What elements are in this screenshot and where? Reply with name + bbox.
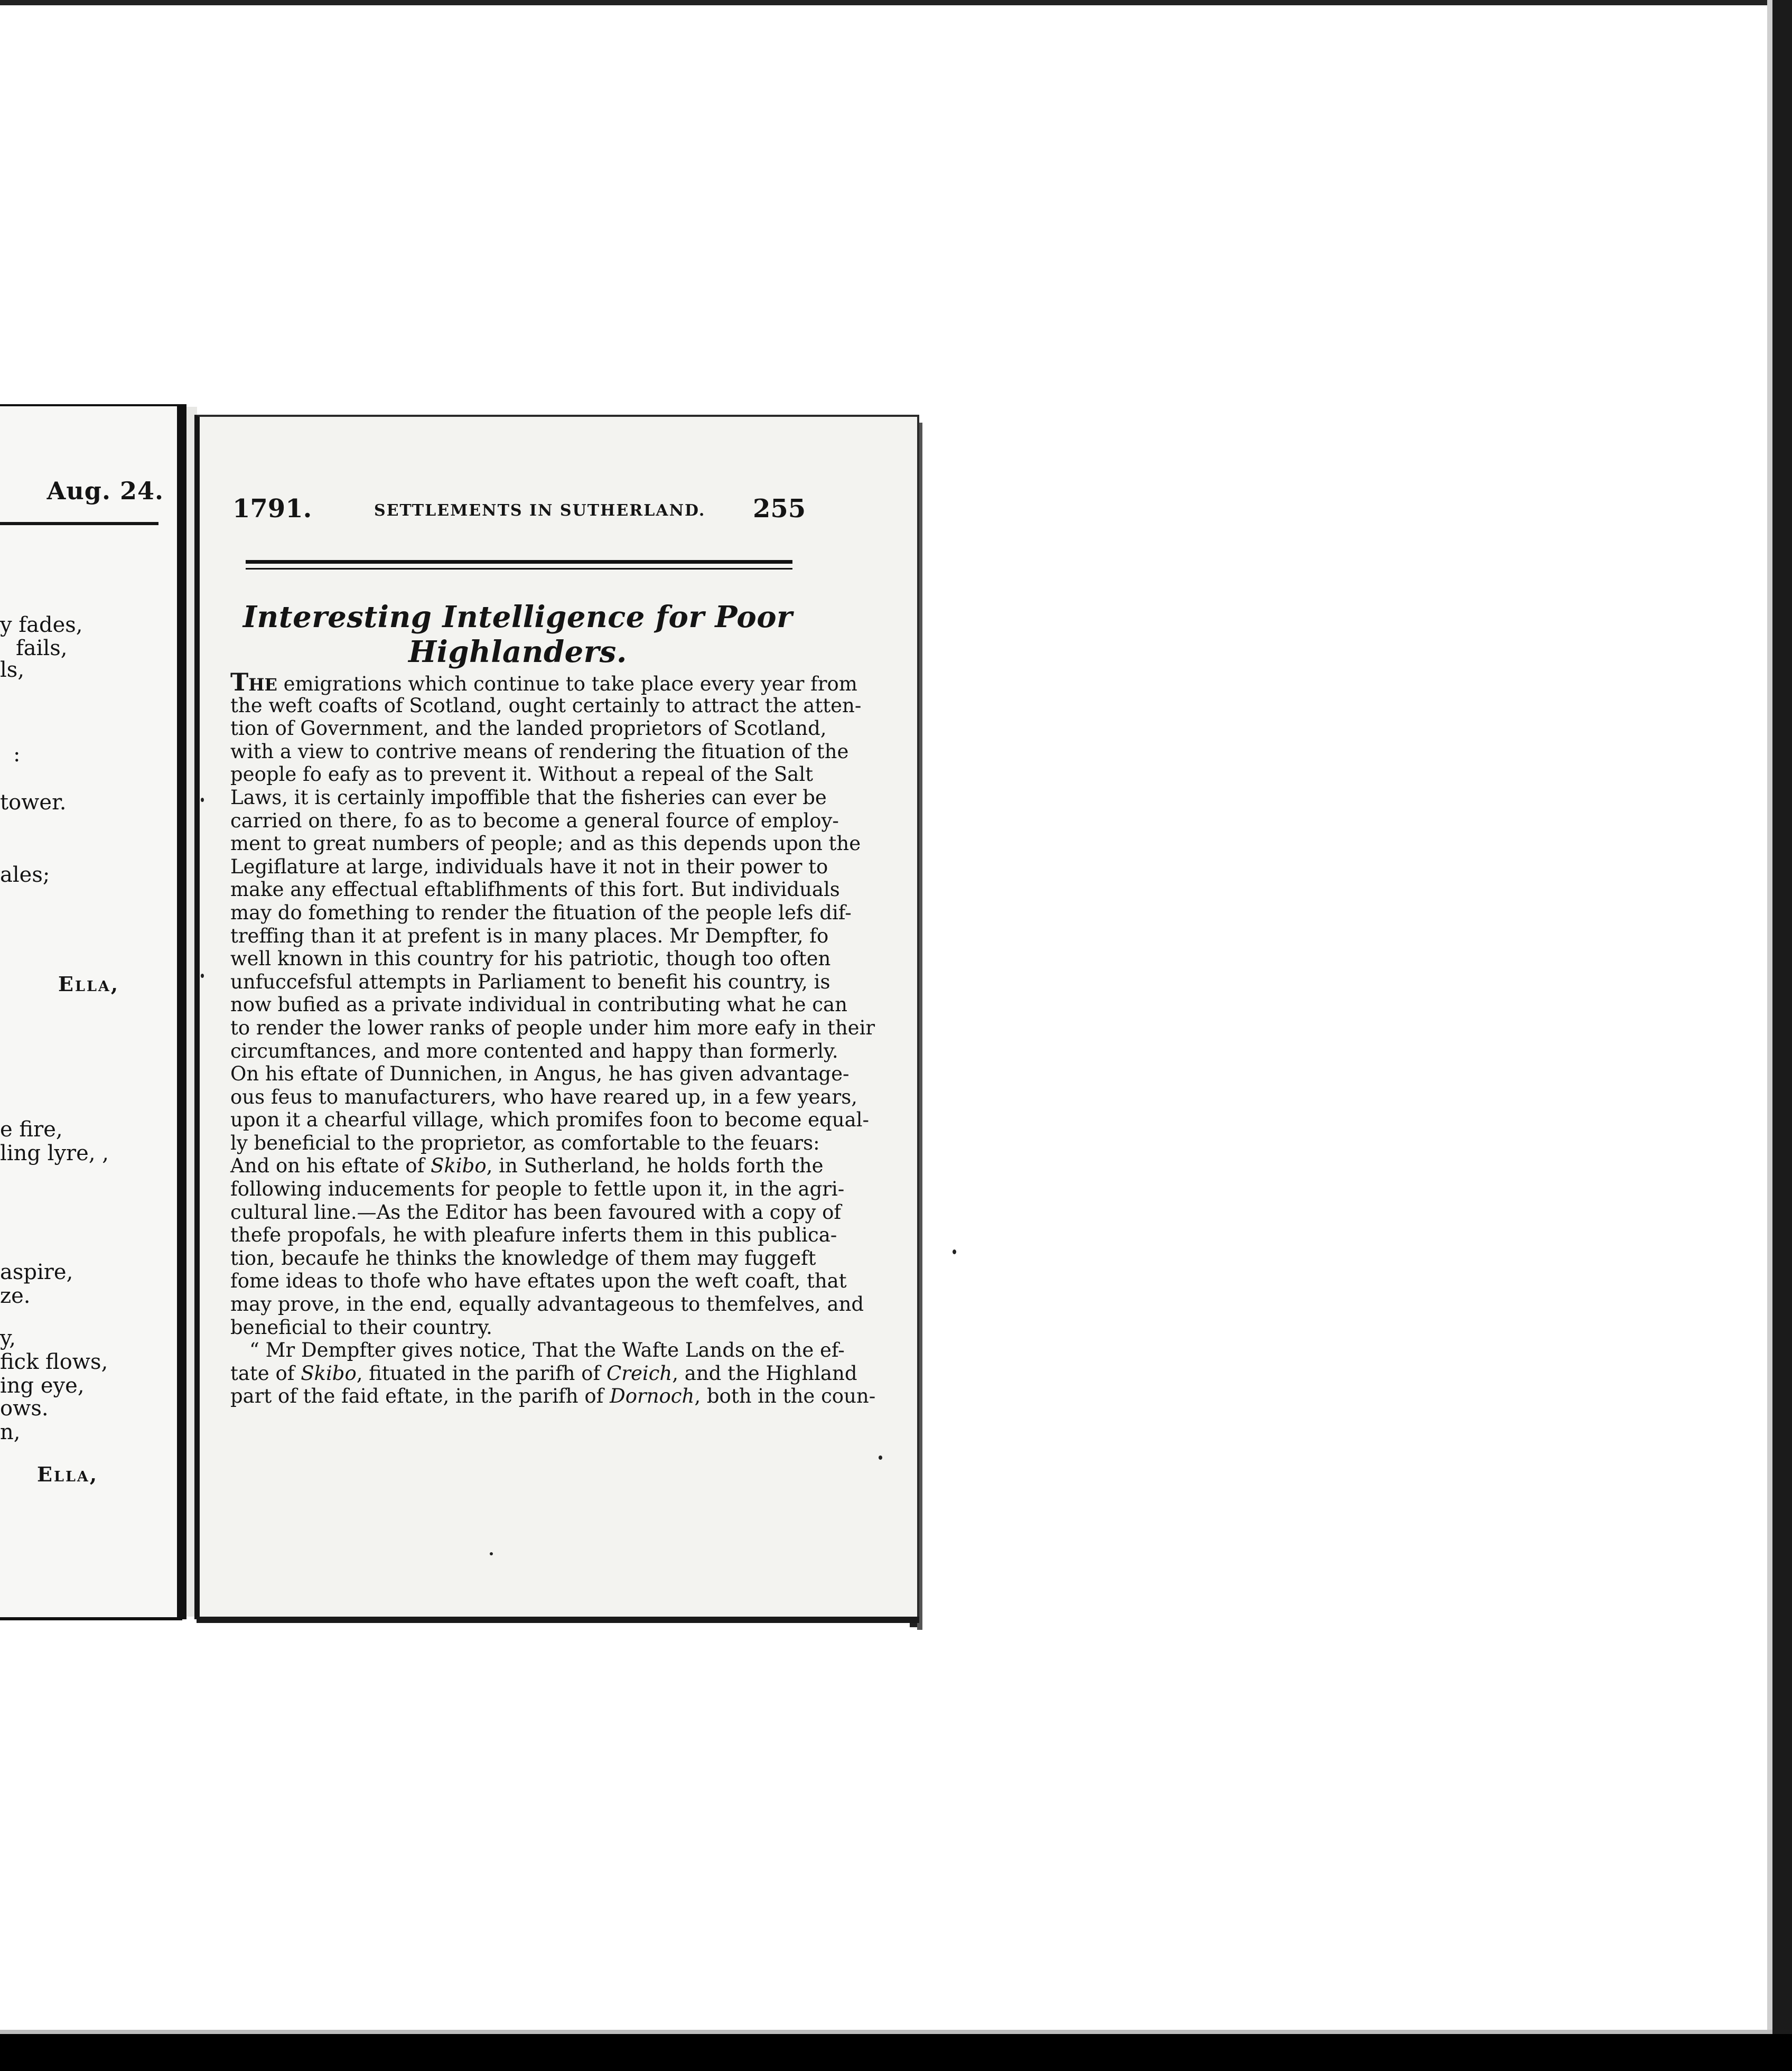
left-page-fold — [177, 404, 186, 1619]
article-line-text: ment to great numbers of people; and as this depends upon the — [230, 832, 861, 855]
left-page-line: y, — [0, 1326, 16, 1350]
header-rule — [246, 560, 792, 564]
left-running-head: Aug. 24. — [46, 477, 164, 505]
article-line-text: part of the faid eftate, in the parifh of Dornoch, both in the coun- — [230, 1385, 876, 1408]
left-page-line: y fades, — [0, 613, 83, 637]
article-line-text: tate of Skibo, fituated in the parifh of Creich, and the Highland — [230, 1361, 857, 1385]
article-line-text: may prove, in the end, equally advantageous to themfelves, and — [230, 1293, 864, 1316]
article-line-text: Laws, it is certainly impoffible that the fisheries can ever be — [230, 786, 827, 809]
article-line — [230, 1200, 842, 1224]
scan-right-edge — [1772, 0, 1792, 2071]
scan-top-edge — [0, 0, 1792, 5]
article-line — [230, 1131, 820, 1155]
article-line — [230, 901, 852, 925]
article-line-text: with a view to contrive means of rendering the fituation of the — [230, 740, 849, 763]
left-page-line: aspire, — [0, 1260, 73, 1284]
article-line-text: ly beneficial to the proprietor, as comfortable to the feuars: — [230, 1131, 820, 1154]
article-line — [230, 1270, 847, 1293]
article-line-text: tion of Government, and the landed proprietors of Scotland, — [230, 717, 827, 740]
scan-speck — [201, 798, 204, 802]
left-page-line: fick flows, — [0, 1350, 108, 1374]
left-head-rule — [0, 522, 158, 525]
article-line — [230, 694, 862, 717]
left-page-line: ales; — [0, 863, 50, 887]
running-head-title: SETTLEMENTS IN SUTHERLAND. — [374, 501, 706, 520]
running-head — [232, 494, 806, 526]
article-line — [230, 1016, 875, 1040]
article-line — [230, 1316, 790, 1339]
left-page-line: fails, — [16, 636, 68, 660]
left-page-line: ows. — [0, 1396, 49, 1421]
header-rule — [246, 568, 792, 570]
article-line — [230, 970, 830, 994]
article-line-text: fome ideas to thofe who have eftates upon the weft coaft, that — [230, 1270, 847, 1293]
article-body — [230, 668, 876, 1408]
article-line-text: And on his eftate of Skibo, in Sutherland, he holds forth the — [230, 1154, 824, 1178]
article-line — [230, 1361, 857, 1385]
right-page-bottom-edge — [197, 1617, 919, 1623]
article-line-text: ous feus to manufacturers, who have reared up, in a few years, — [230, 1085, 857, 1108]
article-line — [230, 1339, 845, 1362]
left-page-line: ling lyre, , — [0, 1141, 109, 1165]
left-signature: Ella, — [58, 972, 120, 996]
left-page-line: n, — [0, 1420, 21, 1444]
left-page-line: ze. — [0, 1284, 31, 1308]
scan-speck — [879, 1456, 882, 1460]
article-line — [230, 924, 829, 948]
left-page-line: tower. — [0, 790, 67, 815]
article-line — [230, 855, 828, 879]
left-page-line: ls, — [0, 658, 25, 682]
article-line-text: people fo eafy as to prevent it. Without a repeal of the Salt — [230, 763, 814, 786]
article-line — [230, 1108, 869, 1132]
article-line — [230, 878, 840, 901]
article-line — [230, 947, 831, 971]
article-line-text: upon it a chearful village, which promifes foon to become equal- — [230, 1108, 869, 1132]
article-line — [230, 1039, 838, 1063]
page-number: 255 — [753, 494, 806, 524]
left-signature: Ella, — [37, 1462, 99, 1486]
article-line-text: tion, becaufe he thinks the knowledge of them may fuggeft — [230, 1246, 816, 1270]
article-line — [230, 1246, 816, 1270]
article-line-text: may do fomething to render the fituation of the people lefs dif- — [230, 901, 852, 924]
article-line-text: beneficial to their country. — [230, 1316, 492, 1339]
article-line-text: treffing than it at prefent is in many places. Mr Dempfter, fo — [230, 924, 829, 947]
article-line — [230, 809, 839, 833]
scan-speck — [490, 1552, 493, 1555]
article-line-text: carried on there, fo as to become a general fource of employ- — [230, 809, 839, 832]
scan-bottom-edge-highlight — [0, 2030, 1772, 2034]
article-title: Interesting Intelligence for Poor Highlanders. — [242, 600, 793, 669]
article-line — [230, 1224, 837, 1247]
article-line-text: Legiflature at large, individuals have it not in their power to — [230, 855, 828, 878]
article-line — [230, 717, 827, 740]
left-page-line: ing eye, — [0, 1374, 85, 1398]
article-line-text: well known in this country for his patriotic, though too often — [230, 947, 831, 971]
article-line — [230, 1154, 824, 1178]
article-line-text: unfuccefsful attempts in Parliament to benefit his country, is — [230, 970, 830, 993]
article-line-text: now bufied as a private individual in contributing what he can — [230, 993, 847, 1016]
article-line — [230, 1062, 850, 1086]
running-head-year: 1791. — [232, 494, 312, 524]
article-line-text: following inducements for people to fettle upon it, in the agri- — [230, 1178, 845, 1201]
left-page — [0, 404, 182, 1620]
article-line-text: the weft coafts of Scotland, ought certainly to attract the atten- — [230, 694, 862, 717]
article-line — [230, 763, 814, 786]
article-line — [230, 1293, 864, 1316]
article-line-text: “ Mr Dempfter gives notice, That the Wafte Lands on the ef- — [249, 1339, 845, 1362]
article-line — [230, 668, 857, 696]
article-line — [230, 832, 861, 855]
article-line-text: cultural line.—As the Editor has been favoured with a copy of — [230, 1200, 842, 1224]
article-line-text: thefe propofals, he with pleafure inferts them in this publica- — [230, 1224, 837, 1247]
article-line-text: make any effectual eftablifhments of this fort. But individuals — [230, 878, 840, 901]
article-line-text: emigrations which continue to take place every year from — [277, 673, 857, 695]
scan-speck — [201, 974, 204, 978]
article-line — [230, 740, 849, 763]
article-line — [230, 1385, 876, 1408]
left-page-line: e fire, — [0, 1117, 63, 1142]
article-line — [230, 1178, 845, 1201]
article-line-text: On his eftate of Dunnichen, in Angus, he has given advantage- — [230, 1062, 850, 1086]
scan-speck — [953, 1249, 956, 1254]
article-line — [230, 786, 827, 809]
first-word: The — [230, 668, 277, 696]
article-line-text: to render the lower ranks of people under him more eafy in their — [230, 1016, 875, 1039]
left-page-line: : — [13, 742, 21, 767]
scan-bottom-band — [0, 2034, 1792, 2071]
article-line-text: circumftances, and more contented and happy than formerly. — [230, 1039, 838, 1062]
article-line — [230, 993, 847, 1016]
scan-right-edge-highlight — [1767, 0, 1772, 2071]
article-line — [230, 1085, 857, 1109]
